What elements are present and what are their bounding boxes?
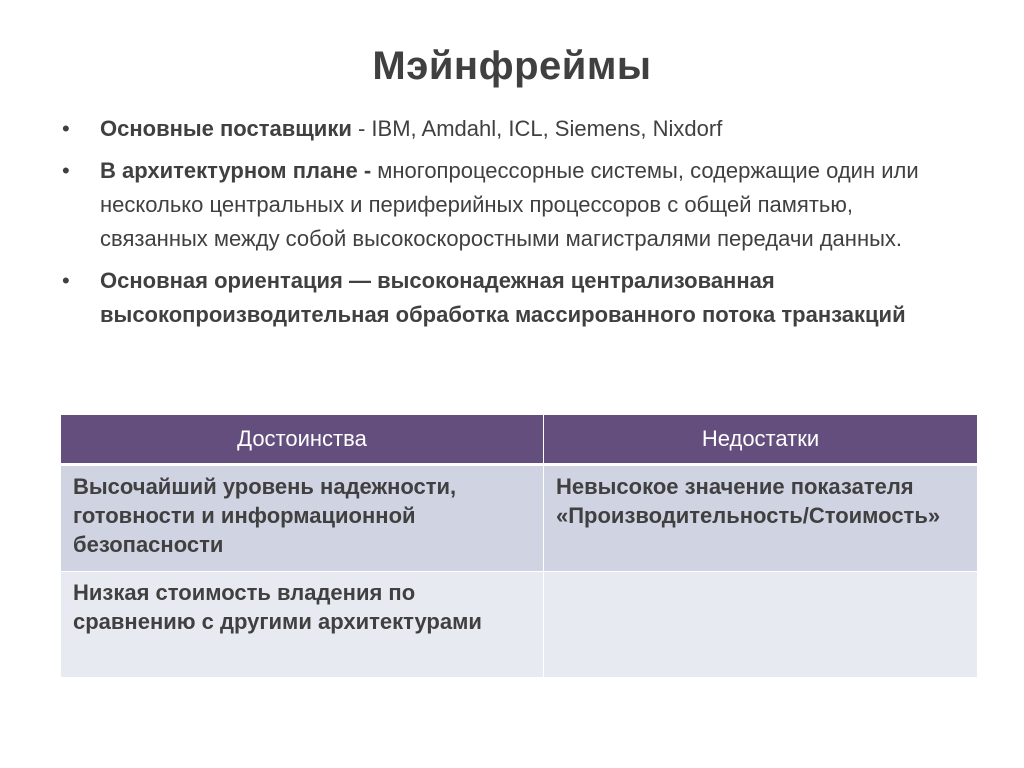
bullet-dot-icon: • bbox=[62, 158, 70, 183]
bullet-dot-icon: • bbox=[62, 116, 70, 141]
table-cell: Высочайший уровень надежности, готовности и информационной безопасности bbox=[61, 465, 544, 572]
pros-cons-table bbox=[60, 414, 978, 678]
table-cell: Низкая стоимость владения по сравнению с другими архитектурами bbox=[61, 572, 544, 678]
table-row bbox=[61, 572, 978, 678]
table-row bbox=[61, 465, 978, 572]
table-cell bbox=[544, 572, 978, 678]
bullet-architecture-text: многопроцессорные системы, содержащие один или несколько центральных и периферийных процессоров с общей памятью, связанных между собой высокоскоростными магистралями передачи данных. bbox=[100, 158, 919, 251]
bullet-list bbox=[60, 112, 960, 340]
table-header-row bbox=[61, 415, 978, 465]
slide-title: Мэйнфреймы bbox=[372, 44, 652, 88]
bullet-vendors-bold: Основные поставщики bbox=[100, 116, 352, 141]
header-advantages: Достоинства bbox=[61, 415, 544, 465]
bullet-architecture-bold: В архитектурном плане - bbox=[100, 158, 372, 183]
bullet-orientation-bold: Основная ориентация — высоконадежная централизованная высокопроизводительная обработка массированного потока транзакций bbox=[100, 268, 906, 327]
bullet-architecture bbox=[60, 154, 960, 256]
bullet-vendors bbox=[60, 112, 960, 146]
table-cell: Невысокое значение показателя «Производительность/Стоимость» bbox=[544, 465, 978, 572]
bullet-vendors-text: - IBM, Amdahl, ICL, Siemens, Nixdorf bbox=[351, 116, 723, 141]
bullet-dot-icon: • bbox=[62, 268, 70, 293]
header-disadvantages: Недостатки bbox=[544, 415, 978, 465]
bullet-orientation bbox=[60, 264, 960, 332]
